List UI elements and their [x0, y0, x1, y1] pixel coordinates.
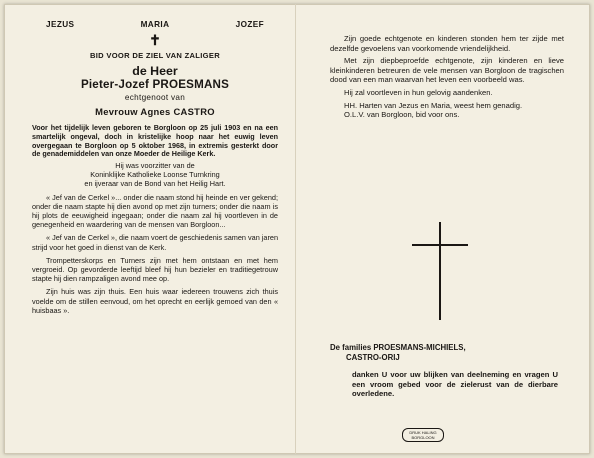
- header-maria: MARIA: [140, 20, 170, 29]
- holy-names-header: [32, 20, 278, 30]
- text-paragraph: « Jef van de Cerkel », die naam voert de geschiedenis samen van jaren strijd voor het goed in dienst van de Kerk.: [32, 233, 279, 252]
- printer-town: BORGLOON: [411, 435, 435, 440]
- title-line: de Heer: [132, 64, 178, 79]
- small-cross-icon: ✝: [149, 31, 161, 48]
- text-paragraph: Zijn huis was zijn thuis. Een huis waar iedereen trouwens zich thuis voelde om de stillen eenvoud, om het oprecht en eerlijk gemoed van den « huisbaas ».: [32, 287, 278, 315]
- header-jozef: JOZEF: [235, 20, 264, 29]
- cross-horizontal-bar: [412, 244, 468, 246]
- printer-stamp: [402, 428, 444, 442]
- left-page: [32, 20, 278, 315]
- deceased-name: Pieter-Jozef PROESMANS: [80, 78, 230, 92]
- spouse-of-line: echtgenoot van: [124, 93, 186, 103]
- text-paragraph: Hij zal voortleven in hun gelovig aandenken.: [344, 87, 493, 97]
- invocation-hearts: HH. Harten van Jezus en Maria, weest hem genadig.: [344, 100, 523, 110]
- header-jezus: JEZUS: [46, 20, 75, 29]
- cross-vertical-bar: [439, 222, 441, 320]
- families-line: CASTRO-ORIJ: [346, 353, 400, 362]
- invocation-olv: O.L.V. van Borgloon, bid voor ons.: [344, 110, 460, 120]
- text-paragraph: Zijn goede echtgenote en kinderen stonden hem ter zijde met dezelfde gevoelens van voorkomende vriendelijkheid.: [330, 34, 564, 53]
- card-fold: [295, 4, 296, 454]
- large-cross-icon: [412, 222, 468, 320]
- text-paragraph: Met zijn diepbeproefde echtgenote, zijn kinderen en lieve kleinkinderen betreuren de vele mensen van Borgloon de tragischen dood van een man waarvan het leven een voorbeeld was.: [330, 56, 564, 85]
- membership-line: Koninklijke Katholieke Loonse Turnkring: [90, 169, 220, 179]
- membership-line: Hij was voorzitter van de: [115, 161, 195, 171]
- text-paragraph: « Jef van de Cerkel »... onder die naam stond hij heinde en ver gekend; onder die naam stapte hij dien avond op met zijn turners; onder die naam is hij plots de eeuwigheid ingegaan; onder die naam zal hij voortleven in de genegenheid en waardering van de mensen van Borgloon...: [32, 192, 278, 230]
- right-page: [330, 34, 564, 120]
- bio-paragraph: Voor het tijdelijk leven geboren te Borgloon op 25 juli 1903 en na een smartelijk ongeval, doch in kristelijke hoop naar het euwig leven overgegaan te Borgloon op 5 oktober 1968, in extremis gesterkt door de genademiddelen van onze Moeder de Heilige Kerk.: [32, 123, 278, 159]
- text-paragraph: Trompetterskorps en Turners zijn met hem ontstaan en met hem vergroeid. Op gevorderde leeftijd bleef hij hun bezieler en traditiegetrouw stapte hij dien rampzaligen avond mee op.: [32, 255, 278, 284]
- printer-name: DRUK HALING: [409, 430, 437, 435]
- thanks-paragraph: danken U voor uw blijken van deelneming en vragen U een vroom gebed voor de zielerust van de dierbare overledene.: [352, 370, 558, 399]
- widow-name: Mevrouw Agnes CASTRO: [95, 105, 215, 117]
- prayer-line: BID VOOR DE ZIEL VAN ZALIGER: [89, 50, 221, 60]
- membership-block: [32, 162, 278, 188]
- membership-line: en ijveraar van de Bond van het Heilig Hart.: [84, 178, 226, 188]
- families-block: [330, 343, 564, 363]
- families-line: De families PROESMANS-MICHIELS,: [330, 343, 466, 352]
